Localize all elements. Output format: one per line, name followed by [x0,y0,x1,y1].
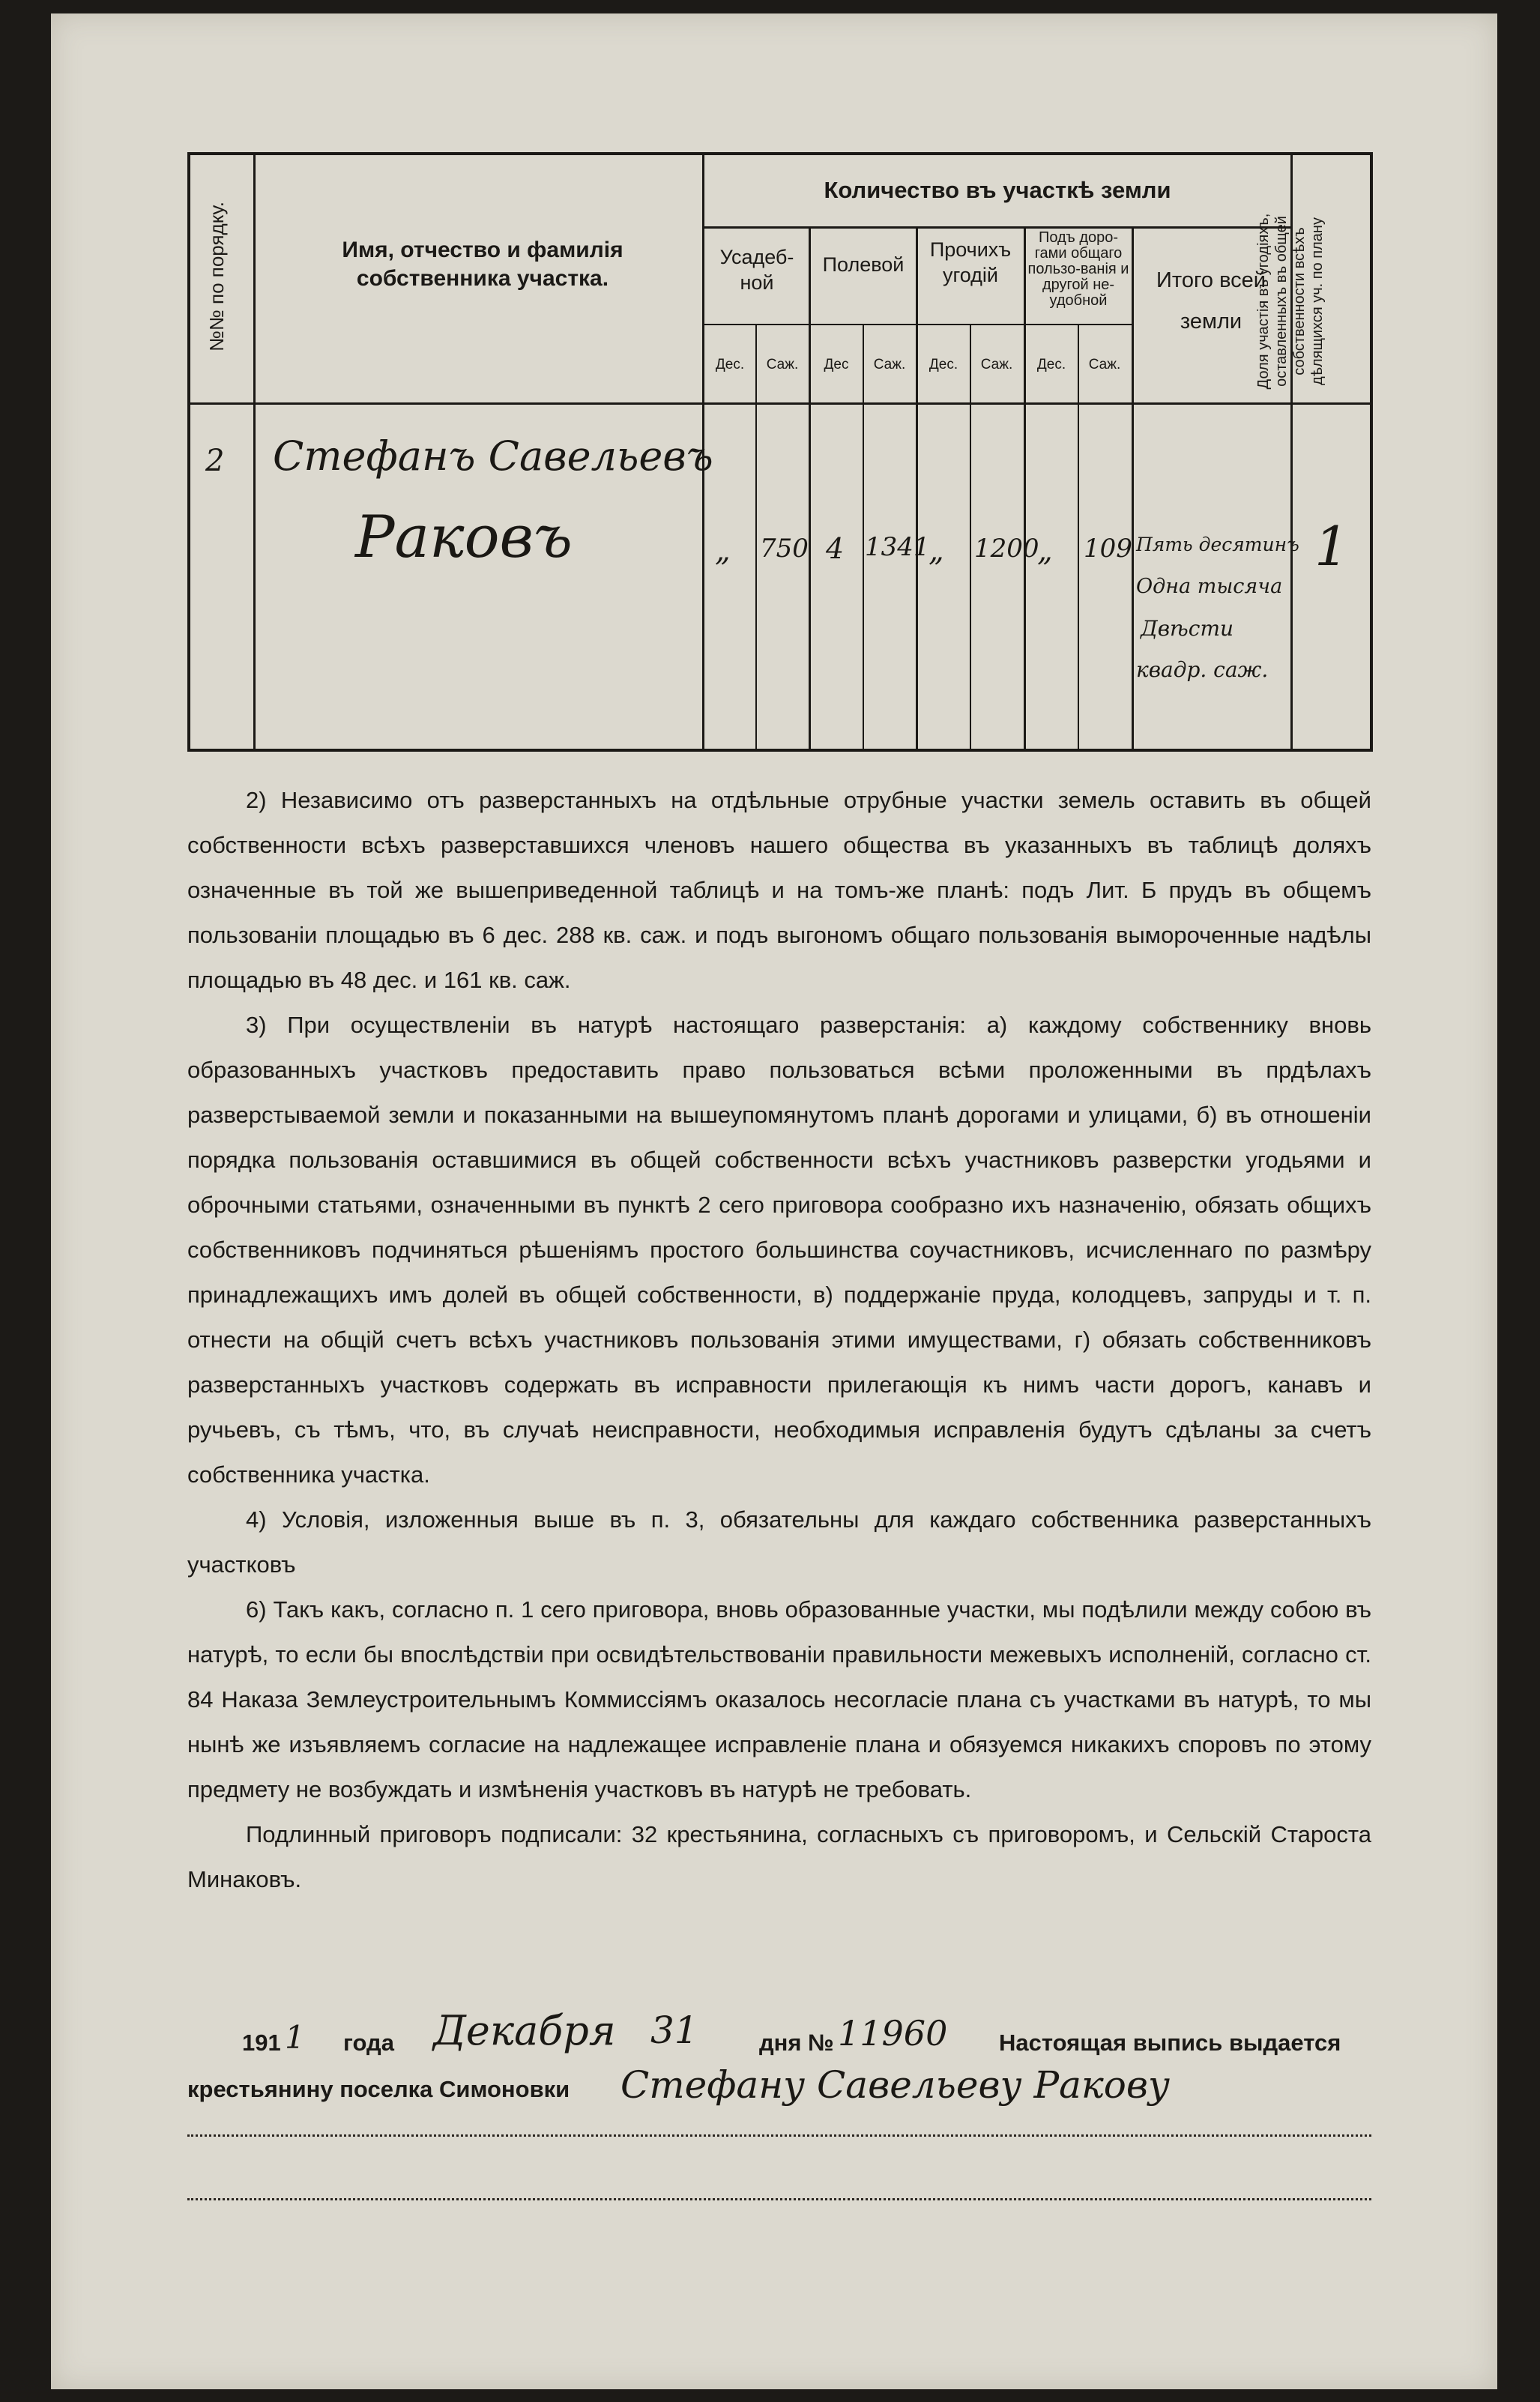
land-table [187,152,1373,752]
cell-pol-des: 4 [826,532,845,565]
owner-name-line2: Раковъ [355,504,573,571]
unit-des: Дес. [715,357,745,372]
cell-usad-des: „ [715,534,731,568]
paragraph-3: 3) При осуществленіи въ натурѣ настоящаго разверстанія: а) каждому собственнику вновь образованныхъ участковъ предоставить право пользоваться всѣми проложенными въ прдѣлахъ разверстываемой земли и показанными на вышеупомянутомъ планѣ дорогами и улицами, б) въ отношеніи порядка пользованія оставшимися въ общей собственности всѣхъ участниковъ разверстки угодьями и оброчными статьями, означенными въ пунктѣ 2 сего приговора сообразно ихъ назначенію, обязать общихъ собственниковъ подчиняться рѣшеніямъ простого большинства соучастниковъ, исчисленнаго по размѣру принадлежащихъ имъ долей въ общей собственности, в) поддержаніе пруда, колодцевъ, запруды и т. п. отнести на общій счетъ всѣхъ участниковъ пользованія этими имуществами, г) обязать собственниковъ разверстанныхъ участковъ содержать въ исправности прилегающія къ нимъ части дорогъ, канавъ и ручьевъ, съ тѣмъ, что, въ случаѣ неисправности, необходимыя исправленія будутъ сдѣланы за счетъ собственника участка. [187,1012,1371,1488]
recipient-hand: Стефану Савельеву Ракову [620,2063,1170,2107]
paragraph-4: 4) Условія, изложенныя выше въ п. 3, обязательны для каждаго собственника разверстанныхъ участковъ [187,1506,1371,1578]
issued-label: Настоящая выпись выдается [999,2030,1341,2056]
body-text [187,778,1371,1902]
row-number: 2 [205,444,225,478]
cell-itogo-line4: квадр. саж. [1136,657,1269,682]
dnya-label: дня № [759,2030,834,2056]
document-page [51,13,1497,2389]
number-hand: 11960 [838,2013,948,2054]
cell-itogo-line1: Пять десятинъ [1136,534,1299,555]
year-printed: 191 [242,2030,281,2056]
paragraph-6: 6) Такъ какъ, согласно п. 1 сего приговора, вновь образованные участки, мы подѣлили между собою въ натурѣ, то если бы впослѣдствіи при освидѣтельствованіи правильности межевыхъ исполненій, согласно ст. 84 Наказа Землеустроительнымъ Коммиссіямъ оказалось несогласіе плана съ участками въ натурѣ, то мы нынѣ же изъявляемъ согласие на надлежащее исправленіе плана и обязуемся никакихъ споровъ по этому предмету не возбуждать и измѣненія участковъ въ натурѣ не требовать. [187,1596,1371,1802]
cell-itogo-line3: Двѣсти [1141,616,1234,641]
peasant-label: крестьянину поселка Симоновки [187,2076,570,2102]
share-header: Доля участія въ угодіяхъ, оставленныхъ въ общей собственности всѣхъ дѣлящихся уч. по плану [1255,213,1326,390]
land-quantity-header: Количество въ участкѣ земли [824,177,1171,203]
unit-sazh: Саж. [766,357,799,372]
usadebnoy-header: Усадеб-ной [719,246,794,294]
unit-sazh: Саж. [1088,357,1121,372]
cell-pol-sazh: 1341 [865,532,930,562]
unit-des: Дес. [1036,357,1066,372]
dotted-line [187,2198,1371,2200]
dotted-line [187,2134,1371,2137]
prochikh-header: Прочихъ угодій [929,238,1012,286]
col-number-header: №№ по порядку. [205,202,228,352]
unit-des: Дес [824,357,849,372]
unit-des: Дес. [928,357,958,372]
unit-sazh: Саж. [873,357,906,372]
owner-name-line1: Стефанъ Савельевъ [273,432,713,480]
cell-share: 1 [1314,515,1349,578]
polevoy-header: Полевой [822,253,905,276]
dorogi-header: Подъ доро-гами общаго пользо-ванія и другой не-удобной [1027,229,1129,309]
day-hand: 31 [650,2009,698,2052]
col-name-header: Имя, отчество и фамилія собственника участка. [342,238,623,291]
goda-label: года [343,2030,394,2056]
month-hand: Декабря [433,2007,616,2054]
cell-proch-sazh: 1200 [974,534,1039,564]
cell-proch-des: „ [928,534,944,568]
paragraph-signed: Подлинный приговоръ подписали: 32 крестьянина, согласныхъ съ приговоромъ, и Сельскій Староста Минаковъ. [187,1821,1371,1892]
year-hand: 1 [285,2019,305,2056]
cell-dor-des: „ [1037,534,1053,568]
unit-sazh: Саж. [980,357,1013,372]
cell-usad-sazh: 750 [760,534,809,564]
cell-dor-sazh: 109 [1084,534,1132,564]
cell-itogo-line2: Одна тысяча [1136,575,1283,598]
itogo-header: Итого всей земли [1156,268,1266,334]
paragraph-2: 2) Независимо отъ разверстанныхъ на отдѣльные отрубные участки земель оставить въ общей собственности всѣхъ разверставшихся членовъ нашего общества въ указанныхъ въ таблицѣ доляхъ означенные въ той же вышеприведенной таблицѣ и на томъ-же планѣ: подъ Лит. Б прудъ въ общемъ пользованіи площадью въ 6 дес. 288 кв. саж. и подъ выгономъ общаго пользованія вымороченные надѣлы площадью въ 48 дес. и 161 кв. саж. [187,787,1371,993]
